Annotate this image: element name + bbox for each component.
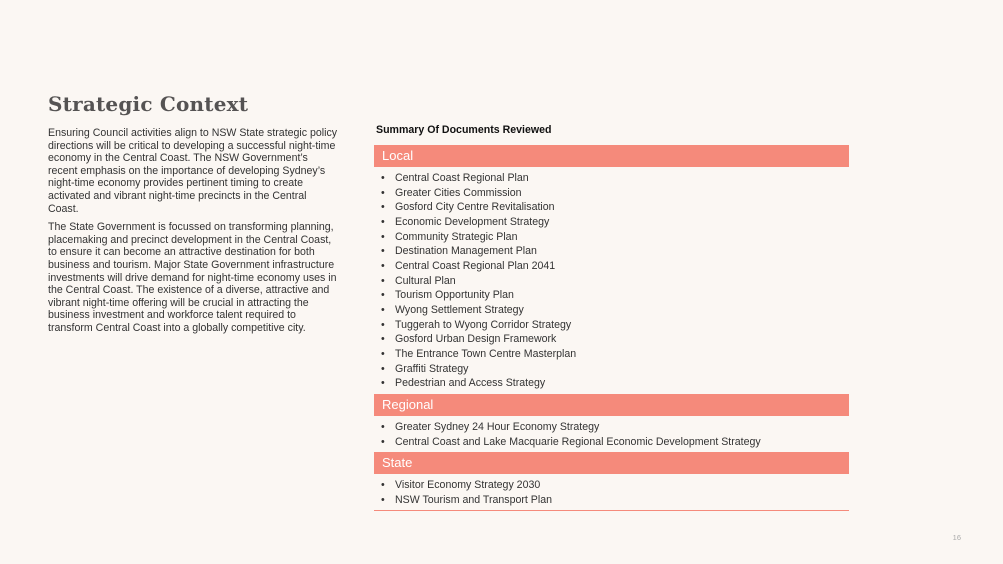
document-list-item: • Graffiti Strategy [374, 362, 849, 377]
section-list-regional [374, 416, 849, 452]
document-list-item: • Greater Cities Commission [374, 186, 849, 201]
document-list-item: • Central Coast Regional Plan 2041 [374, 259, 849, 274]
document-list-item: • NSW Tourism and Transport Plan [374, 493, 849, 508]
page-title: Strategic Context [48, 92, 249, 116]
document-list-item: • Gosford City Centre Revitalisation [374, 200, 849, 215]
document-list-item: • Cultural Plan [374, 274, 849, 289]
documents-table [374, 145, 849, 511]
document-list-item: • Destination Management Plan [374, 244, 849, 259]
summary-heading: Summary Of Documents Reviewed [376, 124, 552, 136]
intro-paragraph: The State Government is focussed on transforming planning, placemaking and precinct development in the Central Coast, to ensure it can become an attractive destination for both business and tourism. Major State Government infrastructure investments will drive demand for night-time economy uses in the Central Coast. The existence of a diverse, attractive and vibrant night-time offering will be crucial in attracting the business investment and workforce talent required to transform Central Coast into a globally competitive city. [48, 221, 337, 334]
intro-paragraph: Ensuring Council activities align to NSW State strategic policy directions will be critical to developing a successful night-time economy in the Central Coast. The NSW Government’s recent emphasis on the importance of developing Sydney’s night-time economy provides pertinent timing to create activated and vibrant night-time precincts in the Central Coast. [48, 127, 338, 215]
section-header-regional: Regional [374, 394, 849, 416]
section-header-local: Local [374, 145, 849, 167]
table-bottom-divider [374, 510, 849, 511]
section-list-local [374, 167, 849, 394]
document-list-item: • Economic Development Strategy [374, 215, 849, 230]
document-list-item: • Pedestrian and Access Strategy [374, 376, 849, 391]
section-header-state: State [374, 452, 849, 474]
document-list-item: • Community Strategic Plan [374, 230, 849, 245]
document-list-item: • Central Coast and Lake Macquarie Regional Economic Development Strategy [374, 435, 849, 450]
document-list-item: • Wyong Settlement Strategy [374, 303, 849, 318]
document-list-item: • Central Coast Regional Plan [374, 171, 849, 186]
intro-text [48, 127, 338, 341]
document-list-item: • Greater Sydney 24 Hour Economy Strategy [374, 420, 849, 435]
page-number: 16 [952, 533, 961, 542]
document-list-item: • The Entrance Town Centre Masterplan [374, 347, 849, 362]
document-list-item: • Visitor Economy Strategy 2030 [374, 478, 849, 493]
document-list-item: • Tuggerah to Wyong Corridor Strategy [374, 318, 849, 333]
document-list-item: • Tourism Opportunity Plan [374, 288, 849, 303]
document-list-item: • Gosford Urban Design Framework [374, 332, 849, 347]
section-list-state [374, 474, 849, 510]
